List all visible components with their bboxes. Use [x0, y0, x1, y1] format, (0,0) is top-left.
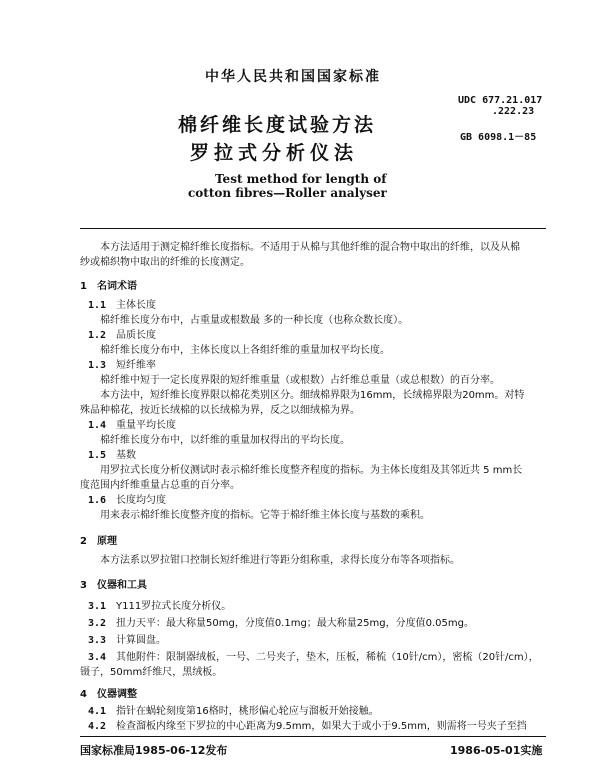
- item-num: 4.2: [88, 721, 107, 732]
- item-1-4-text: 棉纤维长度分布中，以纤维的重量加权得出的平均长度。: [100, 435, 350, 446]
- udc-code: UDC 677.21.017: [458, 95, 543, 106]
- item-1-5-text1: 用罗拉式长度分析仪测试时表示棉纤维长度整齐程度的指标。为主体长度组及其邻近共 5 mm长: [100, 465, 523, 476]
- item-text: 计算圆盘。: [116, 635, 166, 646]
- title-en-line2: cotton fibres—Roller analyser: [188, 186, 387, 200]
- item-text: 扭力天平：最大称量50mg，分度值0.1mg；最大称量25mg，分度值0.05mg。: [116, 618, 474, 629]
- header-rule: [80, 228, 546, 229]
- section-4-title: 4 仪器调整: [80, 689, 137, 700]
- agency-heading: 中华人民共和国国家标准: [205, 69, 381, 85]
- title-en-line1: Test method for length of: [215, 172, 387, 186]
- item-3-2: [88, 614, 474, 629]
- item-1-2: [88, 326, 156, 341]
- item-3-1: [88, 597, 231, 612]
- item-label: 主体长度: [116, 300, 156, 311]
- item-3-4: [88, 648, 539, 663]
- item-3-3: [88, 631, 166, 646]
- title-cn-line1: 棉纤维长度试验方法: [178, 114, 377, 136]
- item-label: 短纤维率: [116, 360, 156, 371]
- item-text: 检查溜板内缘至下罗拉的中心距离为9.5mm，如果大于或小于9.5mm，则需将一号夹子至挡: [116, 721, 527, 732]
- section-3-title: 3 仪器和工具: [80, 580, 147, 591]
- item-label: 重量平均长度: [116, 420, 176, 431]
- title-cn-line2: 罗拉式分析仪法: [190, 142, 359, 164]
- item-num: 3.3: [88, 635, 107, 646]
- footer-rule: [80, 736, 546, 737]
- item-1-2-text: 棉纤维长度分布中，主体长度以上各组纤维的重量加权平均长度。: [100, 345, 390, 356]
- item-4-1: [88, 702, 379, 717]
- item-label: 品质长度: [116, 330, 156, 341]
- item-1-3: [88, 356, 156, 371]
- item-num: 1.1: [88, 300, 107, 311]
- intro-line1: 本方法适用于测定棉纤维长度指标。不适用于从棉与其他纤维的混合物中取出的纤维，以及从棉: [100, 242, 520, 253]
- issued-date: 国家标准局1985-06-12发布: [80, 744, 228, 757]
- item-num: 1.2: [88, 330, 107, 341]
- section-2-text: 本方法系以罗拉钳口控制长短纤维进行等距分组称重，求得长度分布等各项指标。: [100, 555, 460, 566]
- item-1-6: [88, 491, 166, 506]
- section-2-title: 2 原理: [80, 536, 117, 547]
- item-1-5-text2: 度范围内纤维重量占总重的百分率。: [80, 480, 240, 491]
- item-1-4: [88, 416, 176, 431]
- item-num: 1.3: [88, 360, 107, 371]
- item-1-3-text1: 棉纤维中短于一定长度界限的短纤维重量（或根数）占纤维总重量（或总根数）的百分率。: [100, 375, 500, 386]
- gb-code: GB 6098.1－85: [460, 132, 537, 143]
- item-num: 4.1: [88, 706, 107, 717]
- item-1-3-text3: 殊品种棉花，按近长绒棉的以长绒棉为界，反之以细绒棉为界。: [80, 405, 360, 416]
- intro-line2: 纱或棉织物中取出的纤维的长度测定。: [80, 257, 250, 268]
- item-text: 指针在蜗轮刻度第16格时，桃形偏心轮应与溜板开始接触。: [116, 706, 379, 717]
- item-num: 1.6: [88, 495, 107, 506]
- item-1-1: [88, 296, 156, 311]
- item-1-3-text2: 本方法中，短纤维长度界限以棉花类别区分。细绒棉界限为16mm，长绒棉界限为20mm。对特: [100, 390, 525, 401]
- udc-code-cont: .222.23: [492, 106, 535, 117]
- item-num: 3.4: [88, 652, 107, 663]
- section-1-title: 1 名词术语: [80, 281, 137, 292]
- item-text: Y111罗拉式长度分析仪。: [116, 601, 232, 612]
- item-1-5: [88, 446, 136, 461]
- item-num: 1.4: [88, 420, 107, 431]
- item-4-2: [88, 717, 527, 732]
- item-text: 其他附件：限制器绒板，一号、二号夹子，垫木，压板，稀梳（10针/cm），密梳（20针/cm），: [116, 652, 539, 663]
- item-1-1-text: 棉纤维长度分布中，占重量或根数最 多的一种长度（也称众数长度）。: [100, 315, 409, 326]
- item-label: 基数: [116, 450, 136, 461]
- item-label: 长度均匀度: [116, 495, 166, 506]
- effective-date: 1986-05-01实施: [450, 744, 543, 757]
- item-num: 3.1: [88, 601, 107, 612]
- item-num: 3.2: [88, 618, 107, 629]
- item-3-4-text2: 镊子，50mm纤维尺，黑绒板。: [80, 667, 223, 678]
- item-1-6-text: 用来表示棉纤维长度整齐度的指标。它等于棉纤维主体长度与基数的乘积。: [100, 510, 430, 521]
- item-num: 1.5: [88, 450, 107, 461]
